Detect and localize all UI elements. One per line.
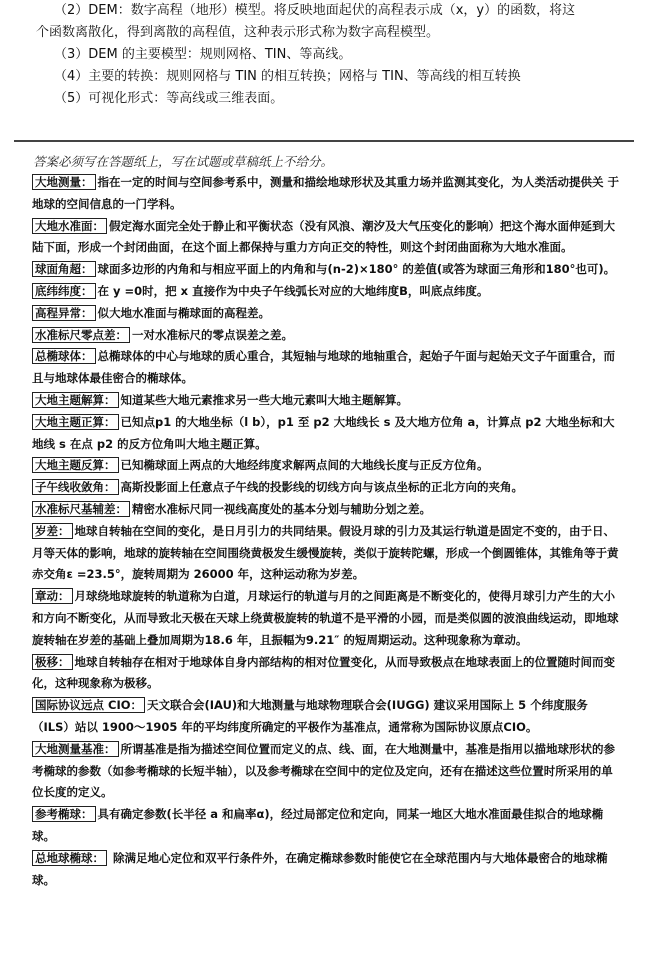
definition-text: 所谓基准是指为描述空间位置而定义的点、线、面，在大地测量中，基准是指用以描地球形状的参考椭球的参数（如参考椭球的长短半轴），以及参考椭球在空间中的定位及定向，还有在描述这些位置时所采用的单位长度的定义。: [32, 741, 615, 800]
definition-text: 已知椭球面上两点的大地经纬度求解两点间的大地线长度与正反方位角。: [120, 458, 489, 473]
definition-entry: [32, 412, 622, 456]
definition-text: 精密水准标尺同一视线高度处的基本分划与辅助分划之差。: [132, 501, 431, 516]
definition-term: 参考椭球：: [32, 806, 96, 822]
definition-term: 总地球椭球：: [32, 850, 107, 866]
definition-term: 高程异常：: [32, 305, 96, 321]
definition-entry: [32, 499, 622, 521]
definition-text: 已知点p1 的大地坐标（l b），p1 至 p2 大地线长 s 及大地方位角 a，计算点 p2 大地坐标和大地线 s 在点 p2 的反方位角叫大地主题正算。: [32, 414, 615, 451]
definition-entry: [32, 303, 622, 325]
definition-text: 一对水准标尺的零点误差之差。: [132, 327, 293, 342]
definition-entry: [32, 259, 622, 281]
previous-answer-section: [0, 0, 646, 110]
definition-entry: [32, 521, 622, 586]
definition-entry: [32, 652, 622, 696]
definition-entry: [32, 172, 622, 216]
definition-term: 大地主题反算：: [32, 457, 119, 473]
definition-term: 大地主题正算：: [32, 414, 119, 430]
definition-text: 高斯投影面上任意点子午线的投影线的切线方向与该点坐标的正北方向的夹角。: [120, 480, 523, 495]
dem-visualization: （5）可视化形式：等高线或三维表面。: [54, 91, 284, 106]
definition-text: 似大地水准面与椭球面的高程差。: [97, 305, 270, 320]
definition-term: 球面角超：: [32, 261, 96, 277]
definition-entry: [32, 848, 622, 892]
definition-entry: [32, 390, 622, 412]
dem-models: （3）DEM 的主要模型：规则网格、TIN、等高线。: [54, 47, 352, 62]
definition-term: 极移：: [32, 654, 73, 670]
definition-text: 总椭球体的中心与地球的质心重合，其短轴与地球的地轴重合，起始子午面与起始天文子午面重合，而且与地球体最佳密合的椭球体。: [32, 349, 615, 386]
definition-text: 地球自转轴在空间的变化，是日月引力的共同结果。假设月球的引力及其运行轨道是固定不变的，由于日、月等天体的影响，地球的旋转轴在空间围绕黄极发生缓慢旋转，类似于旋转陀螺，形成一个倒圆锥体，其锥角等于黄赤交角ε =23.5°，旋转周期为 26000 年，这种运动称为岁差。: [32, 523, 619, 582]
definition-text: 球面多边形的内角和与相应平面上的内角和与(n-2)×180° 的差值(或答为球面三角形和180°也可)。: [97, 262, 616, 277]
definition-entry: [32, 695, 622, 739]
definition-entry: [32, 586, 622, 651]
definition-term: 大地测量基准：: [32, 741, 119, 757]
dem-definition-continued: 个函数离散化，得到离散的高程值，这种表示形式称为数字高程模型。: [36, 25, 440, 40]
dem-definition: （2）DEM：数字高程（地形）模型。将反映地面起伏的高程表示成（x，y）的函数，将这: [54, 3, 576, 18]
definition-term: 水准标尺零点差：: [32, 327, 130, 343]
definition-text: 假定海水面完全处于静止和平衡状态（没有风浪、潮汐及大气压变化的影响）把这个海水面伸延到大陆下面，形成一个封闭曲面，在这个面上都保持与重力方向正交的特性，则这个封闭曲面称为大地水准面。: [32, 218, 615, 255]
definition-term: 水准标尺基辅差：: [32, 501, 130, 517]
definition-entry: [32, 739, 622, 804]
definition-term: 子午线收敛角：: [32, 479, 119, 495]
definition-term: 底纬纬度：: [32, 283, 96, 299]
definition-text: 在 y =0时，把 x 直接作为中央子午线弧长对应的大地纬度B，叫底点纬度。: [97, 283, 489, 298]
definition-term: 大地主题解算：: [32, 392, 119, 408]
definition-entry: [32, 281, 622, 303]
definition-text: 除满足地心定位和双平行条件外，在确定椭球参数时能使它在全球范围内与大地体最密合的地球椭球。: [32, 850, 608, 887]
definition-entry: [32, 216, 622, 260]
definition-entry: [32, 346, 622, 390]
dem-conversions: （4）主要的转换：规则网格与 TIN 的相互转换；网格与 TIN、等高线的相互转换: [54, 69, 521, 84]
definitions-list: [32, 172, 622, 891]
definition-text: 地球自转轴存在相对于地球体自身内部结构的相对位置变化，从而导致极点在地球表面上的位置随时间而变化，这种现象称为极移。: [32, 654, 615, 691]
definition-text: 月球绕地球旋转的轨道称为白道，月球运行的轨道与月的之间距离是不断变化的，使得月球引力产生的大小和方向不断变化，从而导致北天极在天球上绕黄极旋转的轨道不是平滑的小园，而是类似圆的波浪曲线运动，即地球旋转轴在岁差的基础上叠加周期为18.6 年，且振幅为9.21″ 的短周期运动。这种现象称为章动。: [32, 589, 619, 647]
definition-term: 岁差：: [32, 523, 73, 539]
definition-term: 章动：: [32, 588, 73, 604]
definition-term: 国际协议远点 CIO：: [32, 697, 145, 713]
definition-term: 大地水准面：: [32, 218, 107, 234]
answer-sheet-notice: 答案必须写在答题纸上，写在试题或草稿纸上不给分。: [33, 154, 334, 169]
definition-term: 大地测量：: [32, 174, 96, 190]
definition-text: 具有确定参数(长半径 a 和扁率α)，经过局部定位和定向，同某一地区大地水准面最佳拟合的地球椭球。: [32, 807, 604, 843]
definition-entry: [32, 477, 622, 499]
definition-entry: [32, 804, 622, 848]
definition-text: 天文联合会(IAU)和大地测量与地球物理联合会(IUGG) 建议采用国际上 5 个纬度服务（ILS）站以 1900～1905 年的平均纬度所确定的平极作为基准点，通常称为国际协议原点CIO。: [32, 698, 588, 734]
definition-entry: [32, 455, 622, 477]
section-divider: [14, 140, 634, 142]
definition-entry: [32, 325, 622, 347]
definition-text: 指在一定的时间与空间参考系中，测量和描绘地球形状及其重力场并监测其变化，为人类活动提供关 于地球的空间信息的一门学科。: [32, 175, 619, 211]
definition-text: 知道某些大地元素推求另一些大地元素叫大地主题解算。: [120, 392, 408, 407]
definition-term: 总椭球体：: [32, 348, 96, 364]
